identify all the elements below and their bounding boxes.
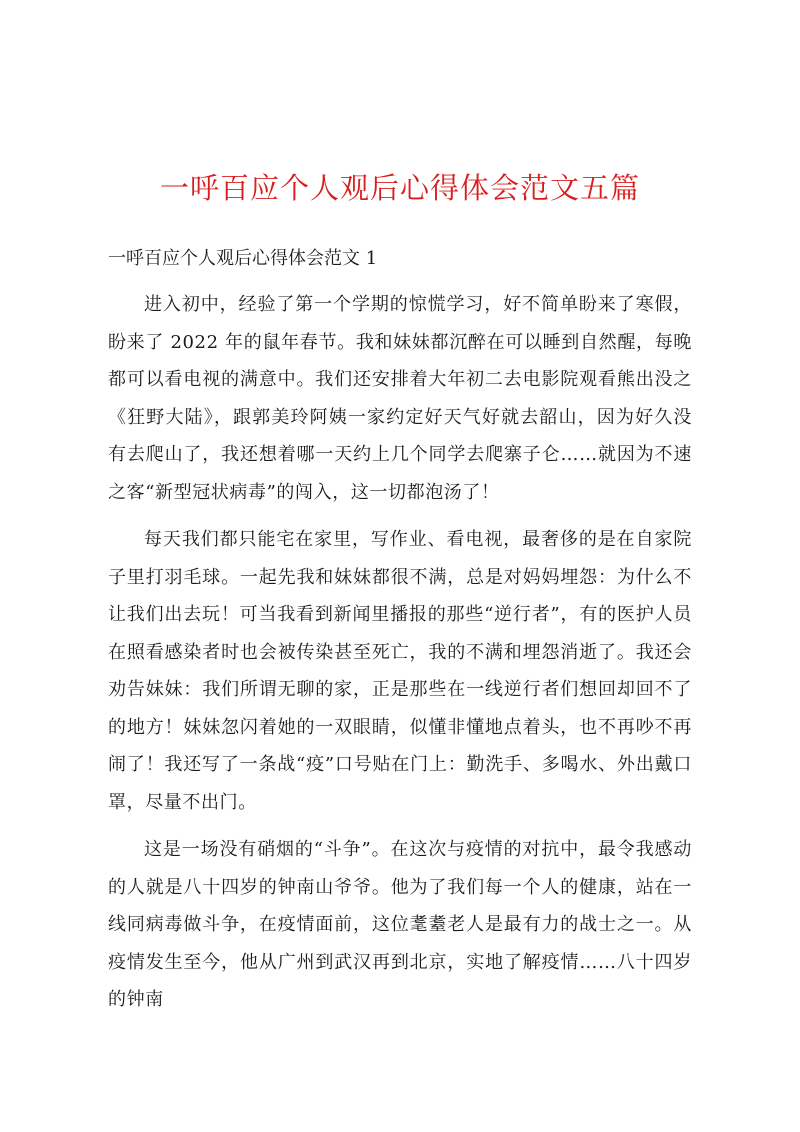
- paragraph-3: 这是一场没有硝烟的“斗争”。在这次与疫情的对抗中，最令我感动的人就是八十四岁的钟南山爷爷。他为了我们每一个人的健康，站在一线同病毒做斗争，在疫情面前，这位耄耋老人是最有力的战士之一。从疫情发生至今，他从广州到武汉再到北京，实地了解疫情……八十四岁的钟南: [108, 839, 692, 1010]
- section-heading: 一呼百应个人观后心得体会范文 1: [108, 248, 378, 269]
- paragraph-1: 进入初中，经验了第一个学期的惊慌学习，好不简单盼来了寒假，盼来了 2022 年的鼠年春节。我和妹妹都沉醉在可以睡到自然醒，每晚都可以看电视的满意中。我们还安排着大年初二去电影院观看熊出没之《狂野大陆》，跟郭美玲阿姨一家约定好天气好就去韶山，因为好久没有去爬山了，我还想着哪一天约上几个同学去爬寨子仑……就因为不速之客“新型冠状病毒”的闯入，这一切都泡汤了！: [108, 294, 692, 503]
- body-text: [108, 286, 692, 1029]
- paragraph-2: 每天我们都只能宅在家里，写作业、看电视，最奢侈的是在自家院子里打羽毛球。一起先我和妹妹都很不满，总是对妈妈埋怨：为什么不让我们出去玩！可当我看到新闻里播报的那些“逆行者”，有的医护人员在照看感染者时也会被传染甚至死亡，我的不满和埋怨消逝了。我还会劝告妹妹：我们所谓无聊的家，正是那些在一线逆行者们想回却回不了的地方！妹妹忽闪着她的一双眼睛，似懂非懂地点着头，也不再吵不再闹了！我还写了一条战“疫”口号贴在门上：勤洗手、多喝水、外出戴口罩，尽量不出门。: [108, 529, 692, 813]
- document-title: 一呼百应个人观后心得体会范文五篇: [159, 171, 640, 205]
